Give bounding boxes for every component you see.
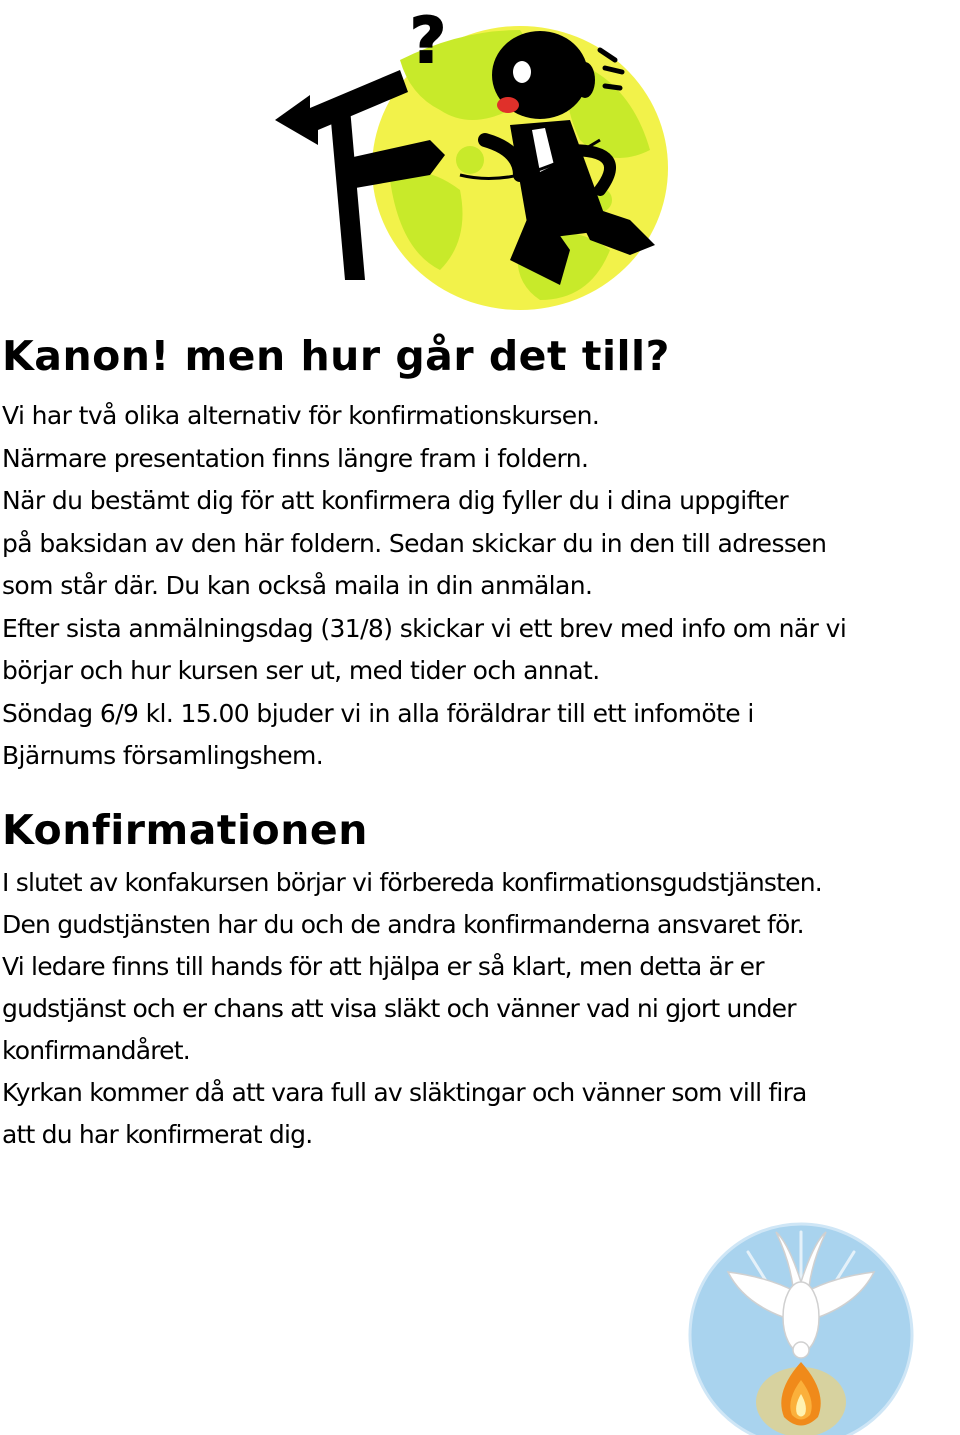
section-body-confirmation bbox=[2, 862, 960, 1156]
body-line: Närmare presentation finns längre fram i foldern. bbox=[2, 443, 589, 473]
body-line: Vi har två olika alternativ för konfirmationskursen. bbox=[2, 401, 600, 430]
body-line: på baksidan av den här foldern. Sedan skickar du in den till adressen bbox=[2, 528, 827, 558]
confused-man-signpost-icon bbox=[270, 0, 670, 310]
section-body-how-it-works bbox=[2, 395, 960, 778]
body-line: Efter sista anmälningsdag (31/8) skickar vi ett brev med info om när vi bbox=[2, 613, 847, 643]
body-line: Söndag 6/9 kl. 15.00 bjuder vi in alla föräldrar till ett infomöte i bbox=[2, 698, 754, 728]
body-line: Vi ledare finns till hands för att hjälpa er så klart, men detta är er bbox=[2, 952, 764, 981]
body-line: Bjärnums församlingshem. bbox=[2, 741, 324, 770]
dove-flame-icon bbox=[688, 1222, 914, 1435]
body-line: som står där. Du kan också maila in din anmälan. bbox=[2, 571, 593, 600]
body-line: När du bestämt dig för att konfirmera dig fyller du i dina uppgifter bbox=[2, 486, 789, 515]
body-line: Kyrkan kommer då att vara full av släktingar och vänner som vill fira bbox=[2, 1078, 807, 1107]
section-heading-confirmation: Konfirmationen bbox=[2, 806, 368, 854]
svg-text:?: ? bbox=[410, 4, 446, 77]
body-line: konfirmandåret. bbox=[2, 1036, 190, 1065]
body-line: Den gudstjänsten har du och de andra konfirmanderna ansvaret för. bbox=[2, 910, 804, 939]
body-line: I slutet av konfakursen börjar vi förbereda konfirmationsgudstjänsten. bbox=[2, 868, 822, 897]
body-line: gudstjänst och er chans att visa släkt och vänner vad ni gjort under bbox=[2, 994, 796, 1023]
section-heading-how-it-works: Kanon! men hur går det till? bbox=[2, 332, 670, 380]
body-line: att du har konfirmerat dig. bbox=[2, 1120, 313, 1149]
body-line: börjar och hur kursen ser ut, med tider och annat. bbox=[2, 656, 600, 685]
